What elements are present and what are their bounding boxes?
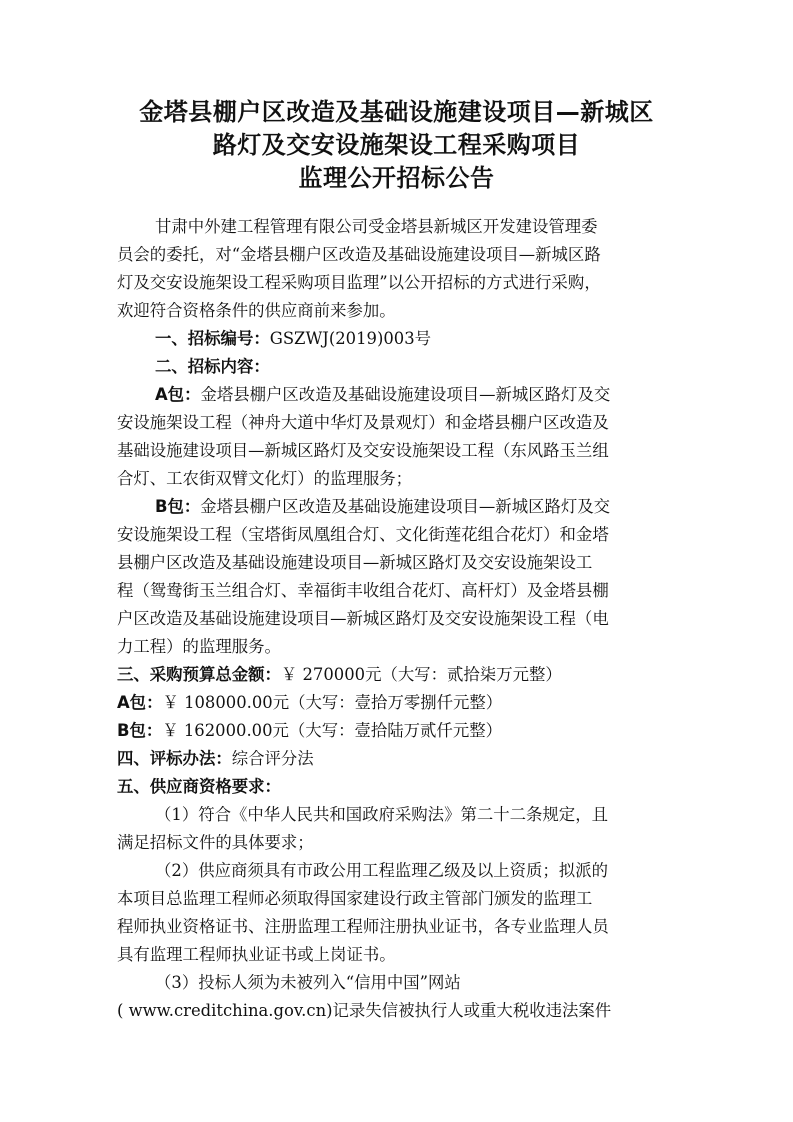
package-b-line: 力工程）的监理服务。 — [117, 637, 281, 656]
package-a-line: 基础设施建设项目—新城区路灯及交安设施架设工程（东风路玉兰组 — [117, 441, 609, 460]
package-b-text: 金塔县棚户区改造及基础设施建设项目—新城区路灯及交 — [200, 497, 611, 516]
intro-line: 欢迎符合资格条件的供应商前来参加。 — [117, 301, 396, 320]
budget-package-a — [117, 689, 502, 713]
package-a-label: A包： — [155, 385, 201, 404]
package-b-line: 县棚户区改造及基础设施建设项目—新城区路灯及交安设施架设工 — [117, 553, 593, 572]
package-b-line — [155, 493, 610, 517]
tender-number-value: GSZWJ(2019)003号 — [269, 329, 432, 348]
intro-line: 甘肃中外建工程管理有限公司受金塔县新城区开发建设管理委 — [155, 217, 598, 236]
requirement-1-line: （1）符合《中华人民共和国政府采购法》第二十二条规定，且 — [155, 805, 608, 824]
package-b-label: B包： — [155, 497, 201, 516]
budget-total-value: ￥ 270000元（大写：贰拾柒万元整） — [280, 665, 562, 684]
section-budget-total — [117, 661, 562, 685]
section-label: 二、招标内容： — [155, 357, 270, 376]
requirement-2-line: 具有监理工程师执业证书或上岗证书。 — [117, 945, 396, 964]
budget-b-label: B包： — [117, 721, 163, 740]
package-b-line: 户区改造及基础设施建设项目—新城区路灯及交安设施架设工程（电 — [117, 609, 609, 628]
requirement-3-line: （3）投标人须为未被列入“信用中国”网站 — [155, 973, 461, 992]
requirement-2-line: 本项目总监理工程师必须取得国家建设行政主管部门颁发的监理工 — [117, 889, 593, 908]
package-a-line: 合灯、工农街双臂文化灯）的监理服务； — [117, 469, 413, 488]
title-line-2: 路灯及交安设施架设工程采购项目 — [212, 131, 581, 159]
package-b-line: 程（鸳鸯街玉兰组合灯、幸福街丰收组合花灯、高杆灯）及金塔县棚 — [117, 581, 609, 600]
intro-line: 员会的委托，对“金塔县棚户区改造及基础设施建设项目—新城区路 — [117, 245, 601, 264]
requirement-2-line: 程师执业资格证书、注册监理工程师注册执业证书，各专业监理人员 — [117, 917, 609, 936]
title-line-1: 金塔县棚户区改造及基础设施建设项目—新城区 — [139, 98, 654, 126]
section-evaluation — [117, 745, 314, 769]
section-label: 三、采购预算总金额： — [117, 665, 281, 684]
section-label: 五、供应商资格要求： — [117, 777, 281, 796]
budget-a-label: A包： — [117, 693, 163, 712]
package-a-text: 金塔县棚户区改造及基础设施建设项目—新城区路灯及交 — [200, 385, 611, 404]
requirement-1-line: 满足招标文件的具体要求； — [117, 833, 314, 852]
package-a-line — [155, 381, 610, 405]
requirement-3-line: ( www.creditchina.gov.cn)记录失信被执行人或重大税收违法案件 — [117, 1001, 612, 1020]
title-line-3: 监理公开招标公告 — [298, 164, 495, 192]
budget-b-value: ￥ 162000.00元（大写：壹拾陆万贰仟元整） — [162, 721, 502, 740]
section-tender-content — [155, 353, 270, 377]
package-b-line: 安设施架设工程（宝塔街凤凰组合灯、文化街莲花组合花灯）和金塔 — [117, 525, 609, 544]
evaluation-value: 综合评分法 — [231, 749, 314, 768]
requirement-2-line: （2）供应商须具有市政公用工程监理乙级及以上资质；拟派的 — [155, 861, 608, 880]
section-tender-number — [155, 325, 431, 349]
section-label: 一、招标编号： — [155, 329, 270, 348]
budget-package-b — [117, 717, 502, 741]
intro-line: 灯及交安设施架设工程采购项目监理”以公开招标的方式进行采购， — [117, 273, 601, 292]
section-label: 四、评标办法： — [117, 749, 232, 768]
section-qualifications — [117, 773, 281, 797]
budget-a-value: ￥ 108000.00元（大写：壹拾万零捌仟元整） — [162, 693, 503, 712]
package-a-line: 安设施架设工程（神舟大道中华灯及景观灯）和金塔县棚户区改造及 — [117, 413, 609, 432]
